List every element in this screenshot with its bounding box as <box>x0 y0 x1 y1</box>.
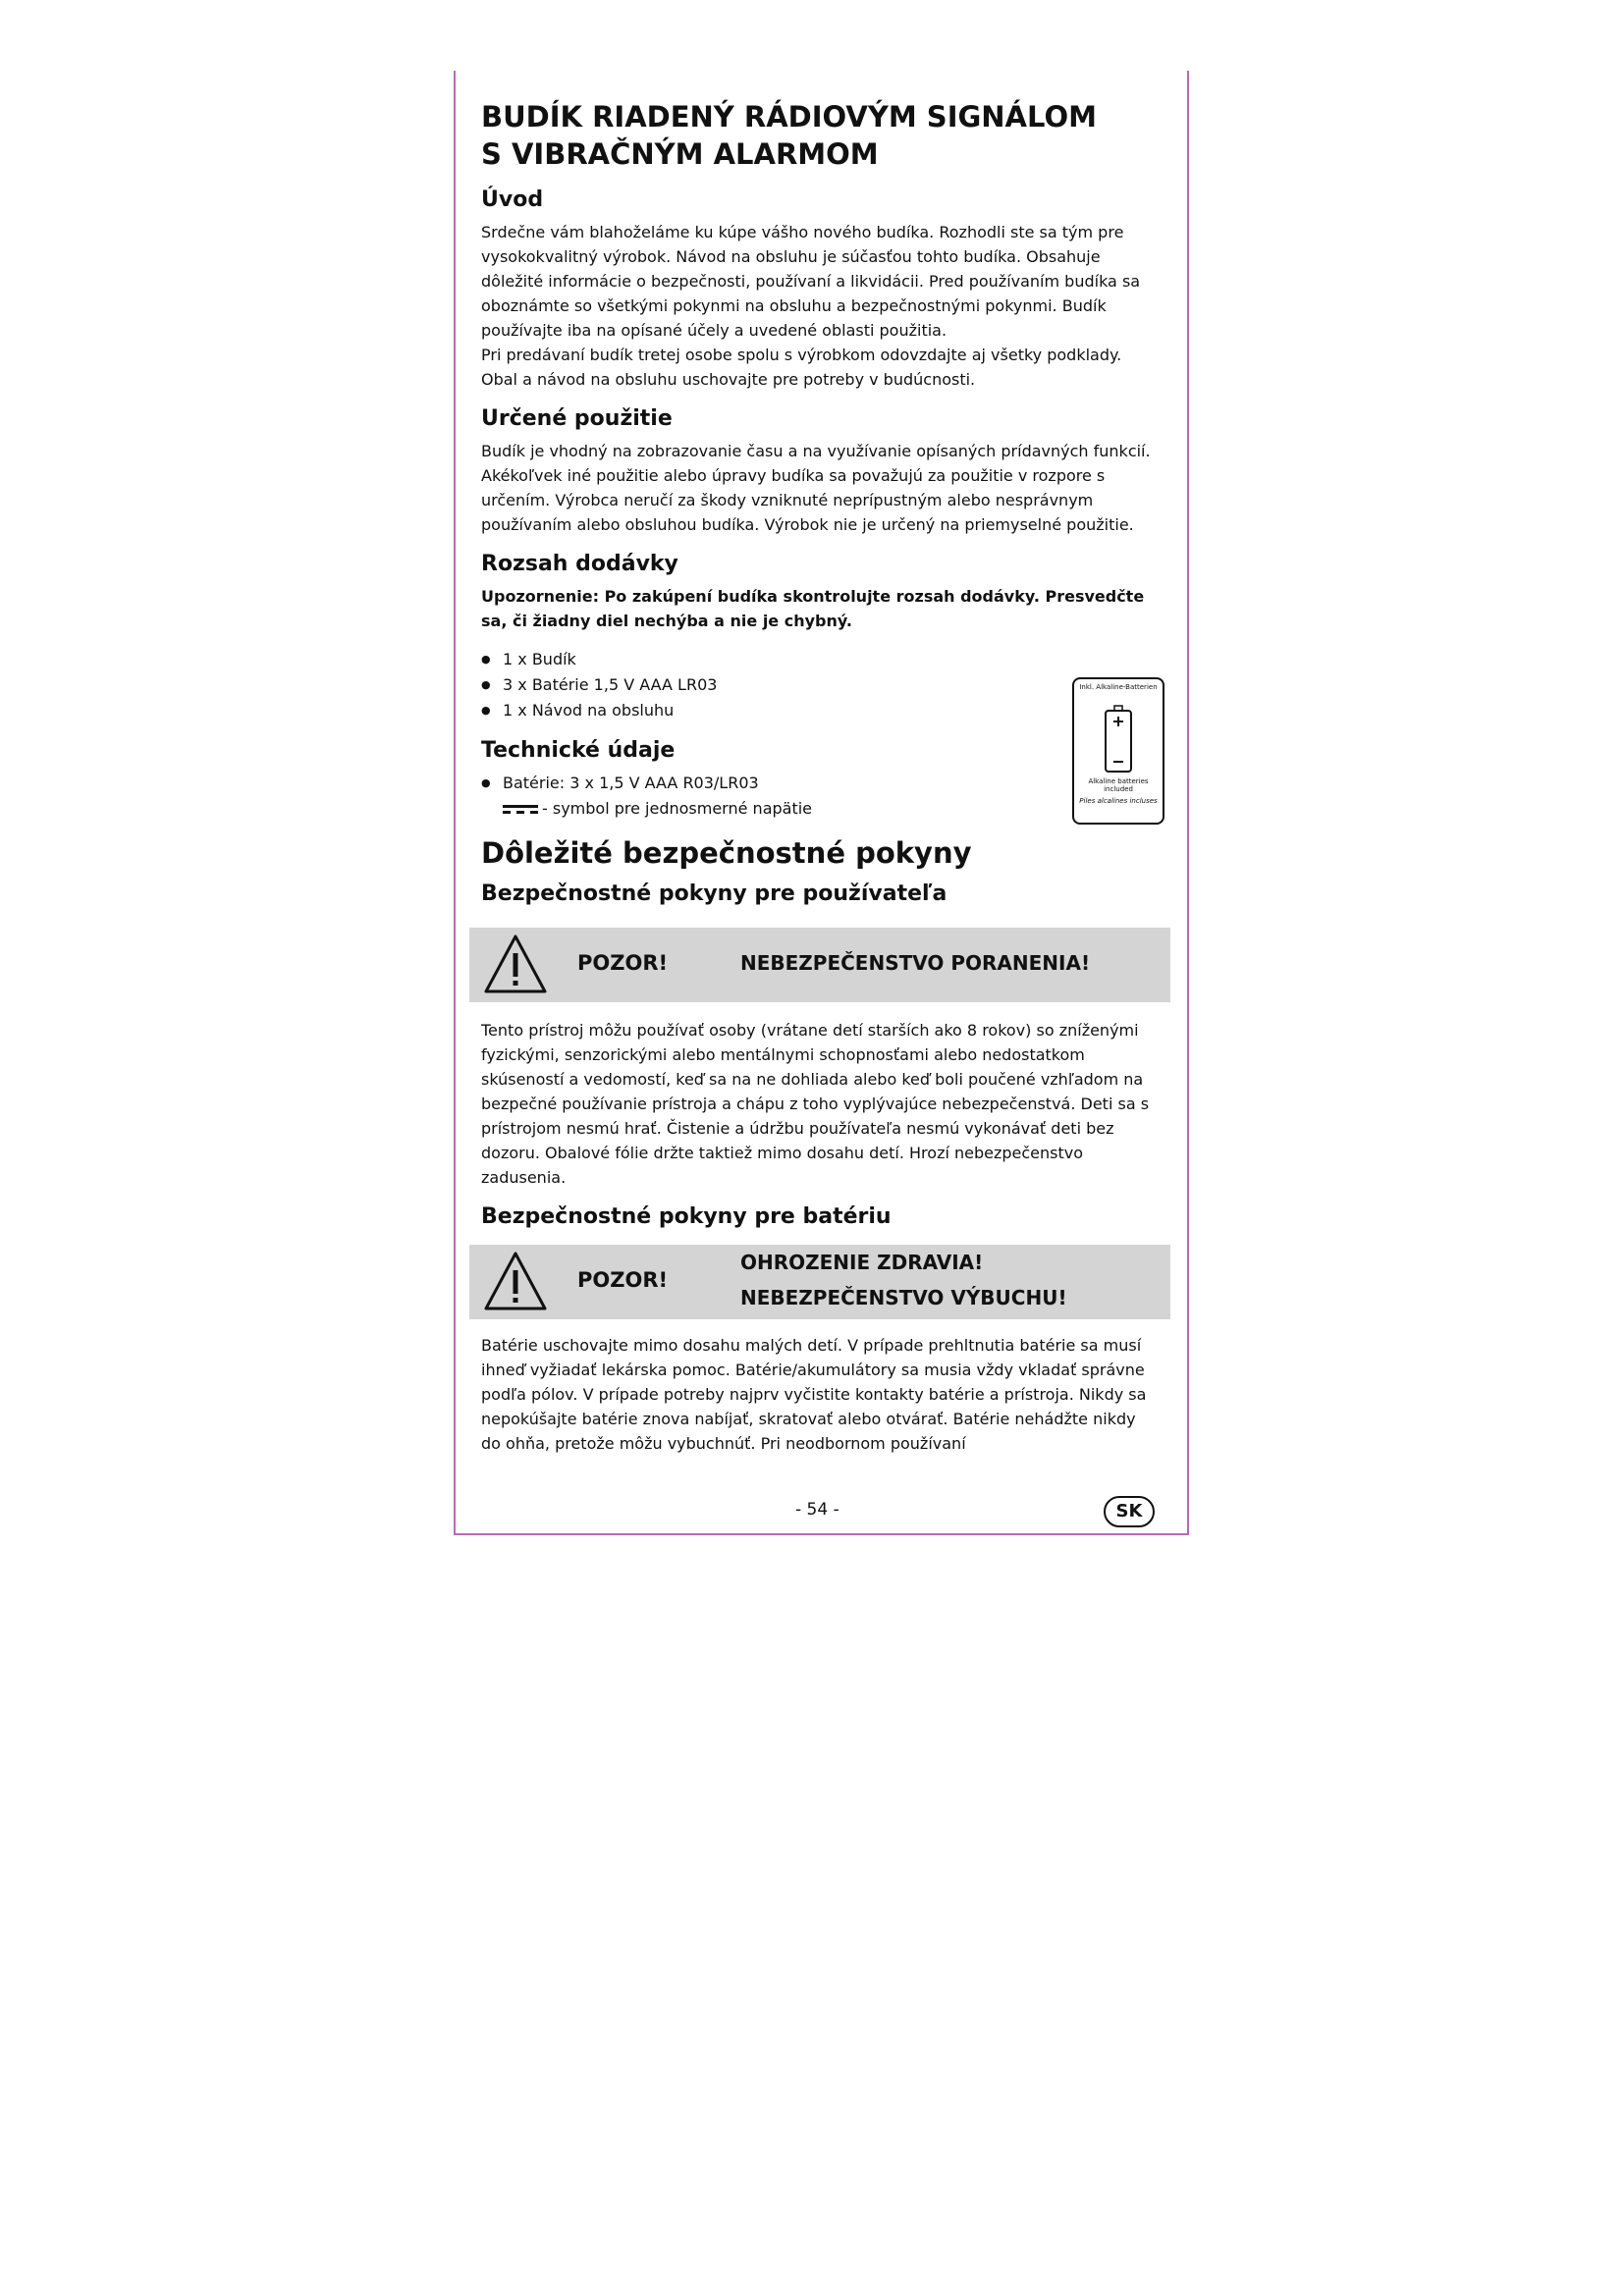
section-heading-uvod: Úvod <box>481 187 544 212</box>
title-line-1: BUDÍK RIADENÝ RÁDIOVÝM SIGNÁLOM <box>481 100 1097 133</box>
page-number: - 54 - <box>795 1500 839 1520</box>
left-border <box>454 71 456 1535</box>
warning-triangle-icon <box>483 1251 548 1311</box>
list-item: ● 1 x Budík <box>481 647 1159 672</box>
list-item: ● 3 x Batérie 1,5 V AAA LR03 <box>481 672 1159 698</box>
uvod-paragraph-2: Pri predávaní budík tretej osobe spolu s výrobkom odovzdajte aj všetky podklady. Obal a návod na obsluhu uschovajte pre potreby v budúcnosti. <box>481 346 1122 389</box>
warning-box-injury <box>469 928 1170 1002</box>
subsection-heading-user: Bezpečnostné pokyny pre používateľa <box>481 881 947 906</box>
delivery-list <box>481 647 1159 723</box>
warning-message-explosion: NEBEZPEČENSTVO VÝBUCHU! <box>740 1286 1067 1309</box>
right-border <box>1187 71 1189 1535</box>
manual-page <box>454 71 1189 1535</box>
dc-symbol-line <box>481 796 1159 822</box>
warning-label: POZOR! <box>577 951 669 975</box>
section-heading-urcene: Určené použitie <box>481 406 673 431</box>
rozsah-note: Upozornenie: Po zakúpení budíka skontrolujte rozsah dodávky. Presvedčte sa, či žiadny diel nechýba a nie je chybný. <box>481 587 1145 630</box>
dc-symbol-text: - symbol pre jednosmerné napätie <box>542 799 813 818</box>
subsection-heading-battery: Bezpečnostné pokyny pre batériu <box>481 1204 892 1229</box>
warning-triangle-icon <box>483 934 548 994</box>
battery-safety-text: Batérie uschovajte mimo dosahu malých detí. V prípade prehltnutia batérie sa musí ihneď vyžiadať lekárska pomoc. Batérie/akumulátory sa musia vždy vkladať správne podľa pólov. V prípade potreby najprv vyčistite kontakty batérie a prístroja. Nikdy sa nepokúšajte batérie znova nabíjať, skratovať alebo otvárať. Batérie nehádžte nikdy do ohňa, pretože môžu vybuchnúť. Pri neodbornom používaní <box>481 1336 1147 1453</box>
battery-icon <box>1104 705 1133 774</box>
dc-voltage-icon <box>503 805 538 814</box>
section-heading-dolezite: Dôležité bezpečnostné pokyny <box>481 836 972 870</box>
section-heading-rozsah: Rozsah dodávky <box>481 552 678 576</box>
title-line-2: S VIBRAČNÝM ALARMOM <box>481 137 879 171</box>
warning-box-battery <box>469 1245 1170 1319</box>
language-badge: SK <box>1104 1496 1155 1527</box>
uvod-paragraph-1: Srdečne vám blahoželáme ku kúpe vášho nového budíka. Rozhodli ste sa tým pre vysokokvalitný výrobok. Návod na obsluhu je súčasťou tohto budíka. Obsahuje dôležité informácie o bezpečnosti, používaní a likvidácii. Pred používaním budíka sa oboznámte so všetkými pokynmi na obsluhu a bezpečnostnými pokynmi. Budík používajte iba na opísané účely a uvedené oblasti použitia. <box>481 223 1141 340</box>
list-item: ● Batérie: 3 x 1,5 V AAA R03/LR03 <box>481 771 1159 796</box>
warning-label: POZOR! <box>577 1268 669 1292</box>
section-heading-technicke: Technické údaje <box>481 738 676 763</box>
warning-message: NEBEZPEČENSTVO PORANENIA! <box>740 951 1091 975</box>
page-content <box>481 98 1159 1456</box>
bottom-border <box>454 1533 1189 1535</box>
tech-list <box>481 771 1159 796</box>
warning-message-health: OHROZENIE ZDRAVIA! <box>740 1251 984 1274</box>
list-item: ● 1 x Návod na obsluhu <box>481 698 1159 723</box>
battery-label-fr: Piles alcalines incluses <box>1079 797 1158 805</box>
page-title <box>481 98 1159 173</box>
urcene-paragraph: Budík je vhodný na zobrazovanie času a na využívanie opísaných prídavných funkcií. Akékoľvek iné použitie alebo úpravy budíka sa považujú za použitie v rozpore s určením. Výrobca neručí za škody vzniknuté neprípustným alebo nesprávnym používaním alebo obsluhou budíka. Výrobok nie je určený na priemyselné použitie. <box>481 442 1151 534</box>
user-safety-text: Tento prístroj môžu používať osoby (vrátane detí starších ako 8 rokov) so zníženými fyzickými, senzorickými alebo mentálnymi schopnosťami alebo nedostatkom skúseností a vedomostí, keď sa na ne dohliada alebo keď boli poučené vzhľadom na bezpečné používanie prístroja a chápu z toho vyplývajúce nebezpečenstvá. Deti sa s prístrojom nesmú hrať. Čistenie a údržbu používateľa nesmú vykonávať deti bez dozoru. Obalové fólie držte taktiež mimo dosahu detí. Hrozí nebezpečenstvo zadusenia. <box>481 1021 1150 1187</box>
batteries-included-label <box>1072 677 1164 825</box>
battery-label-de: Inkl. Alkaline-Batterien <box>1079 683 1158 691</box>
battery-label-en: Alkaline batteries included <box>1088 777 1149 793</box>
